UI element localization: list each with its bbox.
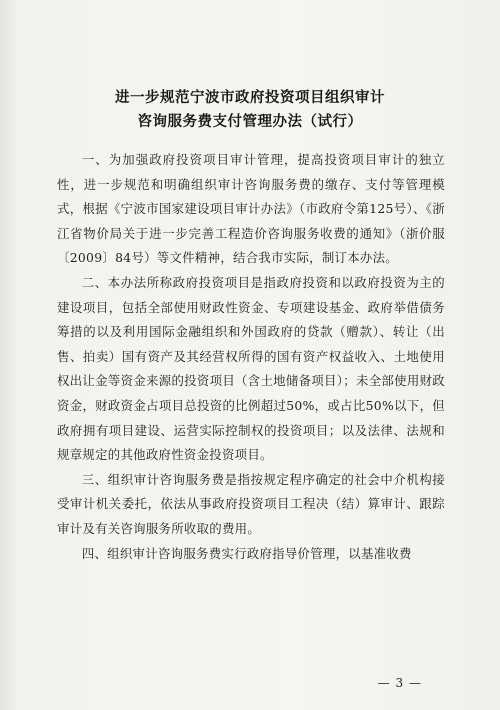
paragraph-2: 二、本办法所称政府投资项目是指政府投资和以政府投资为主的建设项目，包括全部使用财政性资金、专项建设基金、政府举借债务筹措的以及利用国际金融组织和外国政府的贷款（赠款）、转让（出售、拍卖）国有资产及其经营权所得的国有资产权益收入、土地使用权出让金等资金来源的投资项目（含土地储备项目）；未全部使用财政资金，财政资金占项目总投资的比例超过50%，或占比50%以下，但政府拥有项目建设、运营实际控制权的投资项目；以及法律、法规和规章规定的其他政府性资金投资项目。: [57, 274, 445, 463]
paragraph-3: 三、组织审计咨询服务费是指按规定程序确定的社会中介机构接受审计机关委托，依法从事政府投资项目工程决（结）算审计、跟踪审计及有关咨询服务所收取的费用。: [57, 471, 445, 536]
paragraph-4: 四、组织审计咨询服务费实行政府指导价管理，以基准收费: [81, 545, 412, 561]
document-title-line-1: 进一步规范宁波市政府投资项目组织审计: [115, 90, 385, 106]
document-title-line-2: 咨询服务费支付管理办法（试行）: [137, 114, 363, 130]
paragraph-1: 一、为加强政府投资项目审计管理，提高投资项目审计的独立性，进一步规范和明确组织审计咨询服务费的缴存、支付等管理模式，根据《宁波市国家建设项目审计办法》（市政府令第125号）、《浙江省物价局关于进一步完善工程造价咨询服务收费的通知》（浙价服〔2009〕84号）等文件精神，结合我市实际，制订本办法。: [57, 152, 445, 266]
document-body: [57, 148, 445, 566]
page-number: — 3 —: [377, 676, 422, 690]
